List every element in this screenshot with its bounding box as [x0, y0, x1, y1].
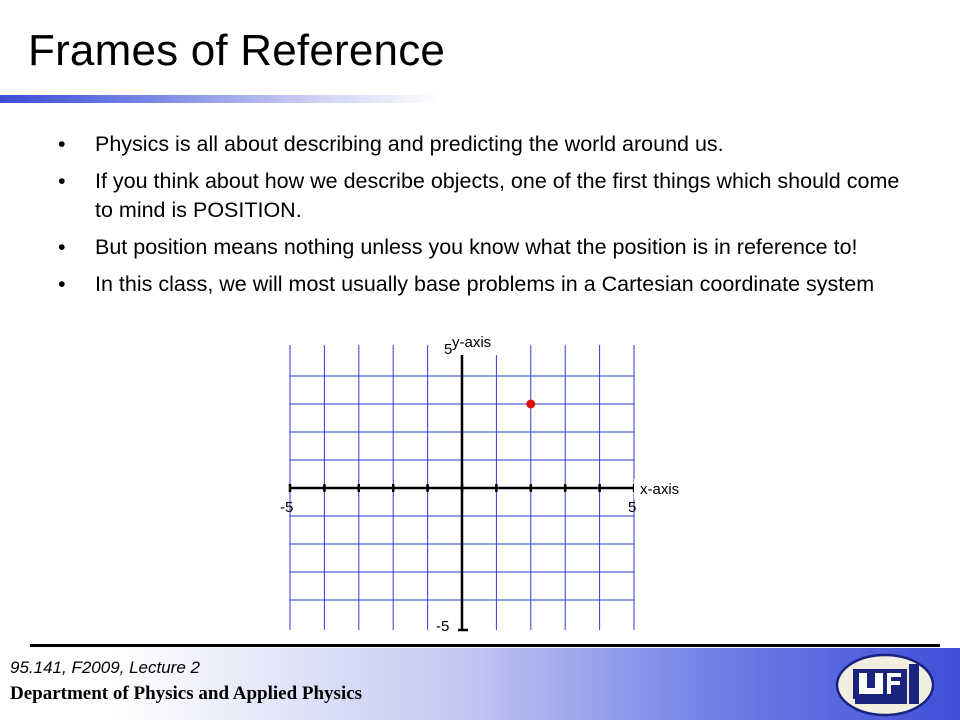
umass-lowell-logo [834, 652, 936, 718]
y-min-label: -5 [436, 618, 450, 635]
x-min-label: -5 [280, 499, 294, 516]
bullet-list [58, 130, 918, 307]
bullet-item [58, 167, 918, 225]
x-axis-label: x-axis [640, 481, 680, 498]
title-underline-bar [0, 95, 440, 103]
bullet-text: Physics is all about describing and predicting the world around us. [95, 132, 724, 156]
footer-department-label: Department of Physics and Applied Physics [10, 683, 363, 704]
y-max-label: 5 [444, 341, 453, 358]
bullet-dot: • [58, 132, 66, 156]
x-max-label: 5 [628, 499, 637, 516]
bullet-text: In this class, we will most usually base problems in a Cartesian coordinate system [95, 272, 875, 296]
slide-title: Frames of Reference [28, 26, 446, 75]
bullet-item [58, 233, 918, 262]
bullet-dot: • [58, 272, 66, 296]
footer-course-label: 95.141, F2009, Lecture 2 [10, 658, 200, 677]
bullet-text: If you think about how we describe objects, one of the first things which should come to mind is POSITION. [95, 169, 900, 222]
bullet-item [58, 130, 918, 159]
bullet-item [58, 270, 918, 299]
bullet-dot: • [58, 235, 66, 259]
y-axis-label: y-axis [452, 334, 492, 351]
bullet-text: But position means nothing unless you know what the position is in reference to! [95, 235, 858, 259]
plotted-point [526, 400, 535, 409]
footer-divider [30, 644, 940, 647]
bullet-dot: • [58, 169, 66, 193]
cartesian-graph [270, 325, 710, 635]
